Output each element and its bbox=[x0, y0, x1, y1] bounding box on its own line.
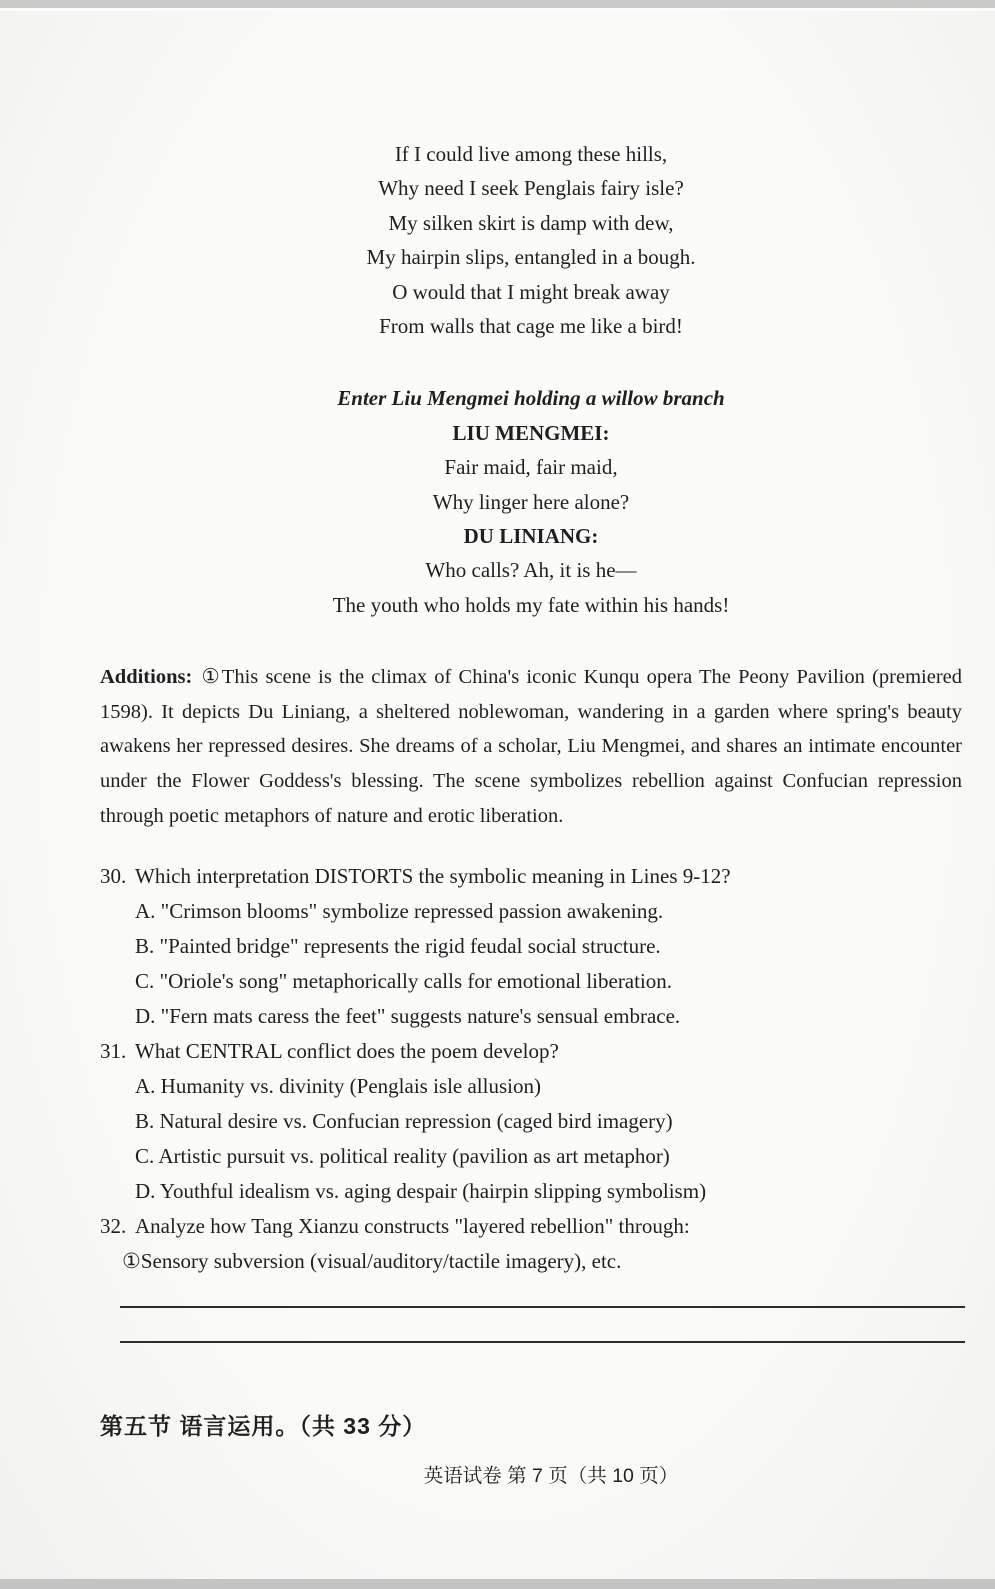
poem-line: From walls that cage me like a bird! bbox=[379, 314, 683, 339]
question-31-option-b: B. Natural desire vs. Confucian repression (caged bird imagery) bbox=[135, 1109, 673, 1134]
question-30-option-d: D. "Fern mats caress the feet" suggests nature's sensual embrace. bbox=[135, 1004, 681, 1029]
question-31-stem bbox=[100, 1034, 962, 1069]
poem-line: My hairpin slips, entangled in a bough. bbox=[366, 245, 696, 270]
poem-line: My silken skirt is damp with dew, bbox=[388, 210, 674, 235]
answer-line-1 bbox=[120, 1306, 965, 1308]
question-30 bbox=[100, 859, 962, 1034]
question-text: Analyze how Tang Xianzu constructs "layered rebellion" through: bbox=[135, 1214, 690, 1239]
question-text: Which interpretation DISTORTS the symbolic meaning in Lines 9-12? bbox=[135, 864, 731, 889]
question-31 bbox=[100, 1034, 962, 1209]
stage-direction: Enter Liu Mengmei holding a willow branch bbox=[337, 386, 725, 411]
dialogue-line: Fair maid, fair maid, bbox=[444, 455, 618, 480]
question-30-stem bbox=[100, 859, 962, 894]
bottom-edge-bar bbox=[0, 1579, 995, 1589]
page-footer: 英语试卷 第 7 页（共 10 页） bbox=[423, 1465, 679, 1487]
dialogue-line: Why linger here alone? bbox=[432, 489, 630, 514]
question-32 bbox=[100, 1209, 962, 1279]
dialogue-line: The youth who holds my fate within his hands! bbox=[332, 592, 730, 617]
question-32-stem bbox=[100, 1209, 962, 1244]
questions-block bbox=[100, 859, 962, 1279]
additions-label: Additions: bbox=[100, 666, 193, 689]
question-32-subline: ①Sensory subversion (visual/auditory/tactile imagery), etc. bbox=[122, 1249, 622, 1274]
question-number: 31. bbox=[100, 1039, 127, 1064]
section-header: 第五节 语言运用。（共 33 分） bbox=[100, 1413, 427, 1440]
speaker-liu-mengmei: LIU MENGMEI: bbox=[452, 420, 610, 445]
question-31-option-d: D. Youthful idealism vs. aging despair (hairpin slipping symbolism) bbox=[135, 1179, 707, 1204]
question-text: What CENTRAL conflict does the poem develop? bbox=[135, 1039, 559, 1064]
additions-text: ①This scene is the climax of China's iconic Kunqu opera The Peony Pavilion (premiered 1598). It depicts Du Liniang, a sheltered noblewoman, wandering in a garden where spring's beauty awakens her repressed desires. She dreams of a scholar, Liu Mengmei, and shares an intimate encounter under the Flower Goddess's blessing. The scene symbolizes rebellion against Confucian repression through poetic metaphors of nature and erotic liberation. bbox=[100, 666, 962, 827]
additions-paragraph bbox=[100, 660, 962, 833]
speaker-du-liniang: DU LINIANG: bbox=[463, 524, 599, 549]
dialogue-line: Who calls? Ah, it is he— bbox=[425, 558, 637, 583]
page-content bbox=[100, 0, 962, 1443]
question-number: 32. bbox=[100, 1214, 127, 1239]
question-number: 30. bbox=[100, 864, 127, 889]
question-30-option-c: C. "Oriole's song" metaphorically calls for emotional liberation. bbox=[135, 969, 673, 994]
question-30-option-a: A. "Crimson blooms" symbolize repressed passion awakening. bbox=[135, 899, 664, 924]
poem-line: If I could live among these hills, bbox=[394, 142, 668, 166]
answer-line-2 bbox=[120, 1341, 965, 1343]
question-31-option-a: A. Humanity vs. divinity (Penglais isle allusion) bbox=[135, 1074, 541, 1099]
question-30-option-b: B. "Painted bridge" represents the rigid feudal social structure. bbox=[135, 934, 661, 959]
poem-block bbox=[100, 137, 962, 343]
poem-line: Why need I seek Penglais fairy isle? bbox=[378, 176, 684, 201]
question-31-option-c: C. Artistic pursuit vs. political reality (pavilion as art metaphor) bbox=[135, 1144, 670, 1169]
poem-line: O would that I might break away bbox=[392, 279, 670, 304]
